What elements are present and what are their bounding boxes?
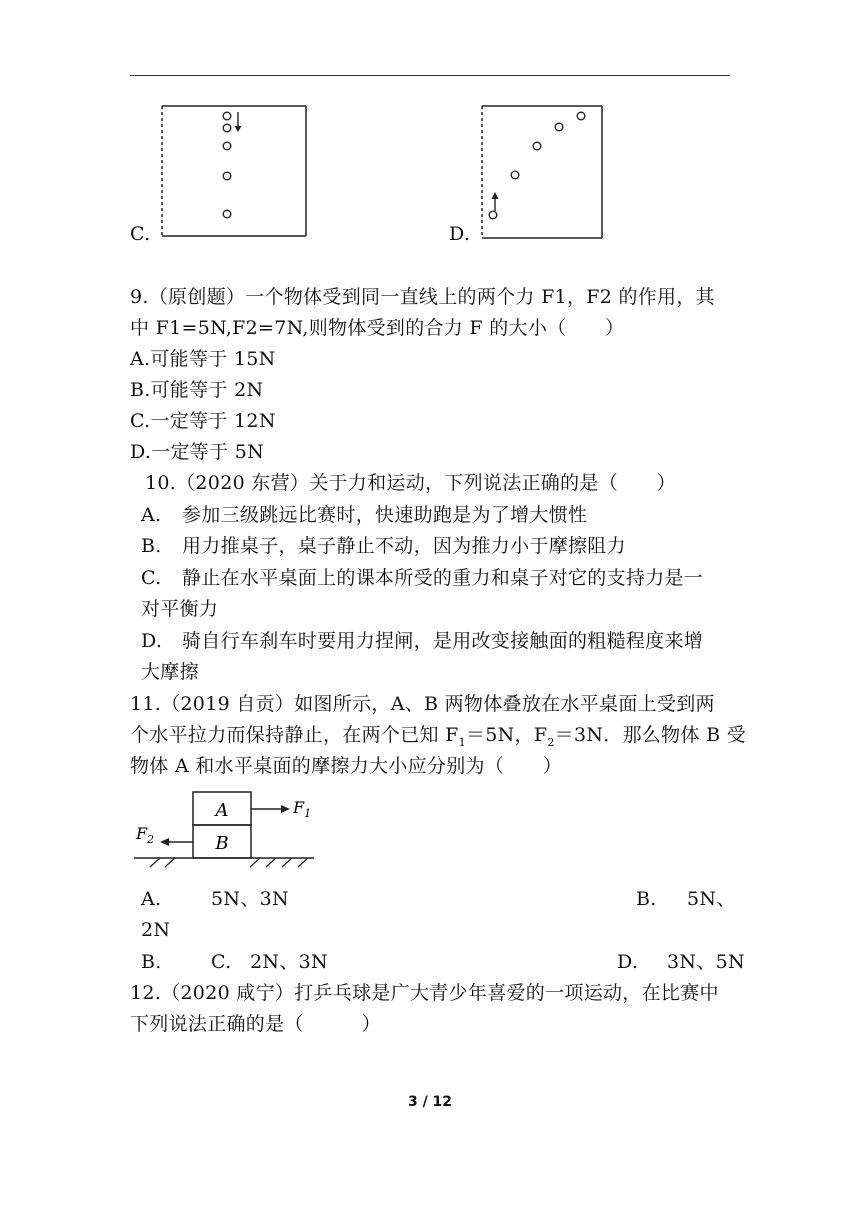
q11-option-b-label: B. (636, 888, 657, 910)
ball-position (555, 123, 563, 131)
option-c-label: C. (130, 223, 151, 245)
f2-arrowhead-icon (160, 838, 169, 846)
f1-arrowhead-icon (281, 805, 290, 813)
ball-position (223, 172, 231, 180)
ball-position (223, 112, 231, 120)
q12-stem-line1: 12.（2020 咸宁）打乒乓球是广大青少年喜爱的一项运动，在比赛中 (130, 982, 719, 1004)
q11-option-b-text: 5N、 (687, 888, 736, 910)
figure-option-d (470, 100, 640, 245)
q9-option-a: A.可能等于 15N (130, 348, 276, 370)
q10-option-b-label: B. (141, 535, 162, 557)
q10-option-c-label: C. (141, 567, 162, 589)
q11-option-d-label: D. (617, 951, 639, 973)
q10-option-d-label: D. (141, 630, 163, 652)
q11-option-d-text: 3N、5N (667, 951, 745, 973)
q10-option-d-text1: 骑自行车刹车时要用力捏闸，是用改变接触面的粗糙程度来增 (182, 630, 704, 652)
q11-line2-part3: ＝3N．那么物体 B 受 (554, 724, 747, 746)
option-d-label: D. (449, 223, 471, 245)
f1-label: $F_1$ (293, 798, 312, 820)
ball-position (223, 210, 231, 218)
q11-option-c-label: C. (211, 951, 232, 973)
q12-stem-line2: 下列说法正确的是（ ） (130, 1013, 381, 1035)
ball-position (511, 171, 519, 179)
q11-stem-line2 (130, 723, 746, 755)
ball-position (577, 112, 585, 120)
f2-label: $F_2$ (136, 824, 155, 846)
q9-stem-line1: 9.（原创题）一个物体受到同一直线上的两个力 F1，F2 的作用，其 (130, 286, 715, 308)
q10-stem: 10.（2020 东营）关于力和运动，下列说法正确的是（ ） (145, 472, 676, 494)
down-arrowhead-icon (235, 126, 242, 132)
ball-position (533, 142, 541, 150)
q11-option-b-text2: 2N (141, 919, 171, 941)
q10-option-b-text: 用力推桌子，桌子静止不动，因为推力小于摩擦阻力 (182, 535, 626, 557)
q10-option-a-text: 参加三级跳远比赛时，快速助跑是为了增大惯性 (182, 504, 588, 526)
up-arrowhead-icon (492, 192, 499, 199)
q11-option-a-label: A. (141, 888, 162, 910)
block-a-label: A (215, 800, 229, 821)
q11-line2-part1: 个水平拉力而保持静止，在两个已知 F (130, 724, 459, 746)
ball-position (489, 211, 497, 219)
q11-option-b2-label: B. (141, 951, 162, 973)
ball-position (223, 124, 231, 132)
q11-line2-part2: ＝5N，F (465, 724, 548, 746)
q10-option-d-text2: 大摩擦 (141, 661, 199, 683)
q11-option-c-text: 2N、3N (250, 951, 328, 973)
surface-hatching (150, 858, 308, 867)
q9-stem-line2: 中 F1=5N,F2=7N,则物体受到的合力 F 的大小（ ） (130, 317, 625, 339)
q10-option-c-text2: 对平衡力 (141, 598, 219, 620)
q11-option-a-text: 5N、3N (211, 888, 289, 910)
q9-option-c: C.一定等于 12N (130, 410, 276, 432)
q11-stem-line1: 11.（2019 自贡）如图所示，A、B 两物体叠放在水平桌面上受到两 (130, 693, 715, 715)
q10-option-a-label: A. (141, 504, 162, 526)
q11-stem-line3: 物体 A 和水平桌面的摩擦力大小应分别为（ ） (130, 755, 563, 777)
q11-f2-subscript: 2 (547, 735, 555, 749)
ball-position (223, 142, 231, 150)
block-b-label: B (215, 833, 229, 854)
header-rule (130, 75, 730, 76)
q9-option-d: D.一定等于 5N (130, 441, 265, 463)
q11-blocks-figure (130, 785, 320, 870)
q11-f1-subscript: 1 (458, 735, 466, 749)
q9-option-b: B.可能等于 2N (130, 379, 264, 401)
q10-option-c-text1: 静止在水平桌面上的课本所受的重力和桌子对它的支持力是一 (182, 567, 704, 589)
figure-option-c (150, 100, 320, 245)
page-number: 3 / 12 (407, 1094, 453, 1110)
